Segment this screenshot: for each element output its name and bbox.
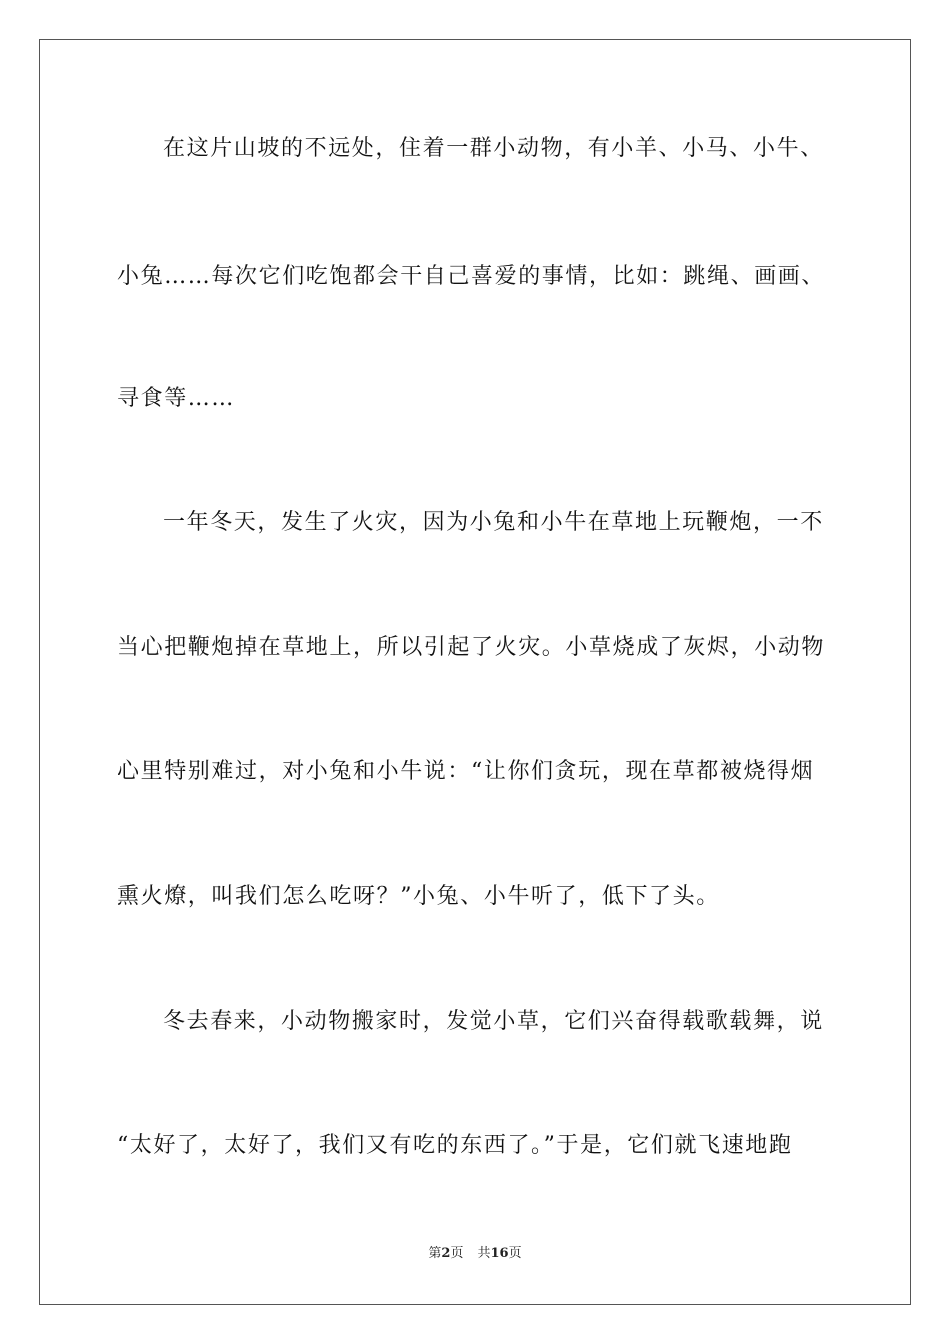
paragraph-1-line-2: 小兔……每次它们吃饱都会干自己喜爱的事情，比如：跳绳、画画、 — [117, 264, 826, 289]
paragraph-2-line-2: 当心把鞭炮掉在草地上，所以引起了火灾。小草烧成了灰烬，小动物 — [117, 635, 826, 660]
paragraph-1-line-1: 在这片山坡的不远处，住着一群小动物，有小羊、小马、小牛、 — [163, 136, 824, 161]
page-suffix: 页 — [450, 1246, 464, 1261]
page-footer — [0, 1245, 950, 1263]
paragraph-2-line-1: 一年冬天，发生了火灾，因为小兔和小牛在草地上玩鞭炮，一不 — [163, 510, 824, 535]
paragraph-1-line-3: 寻食等…… — [117, 386, 236, 411]
paragraph-3-line-2: “太好了，太好了，我们又有吃的东西了。”于是，它们就飞速地跑 — [117, 1133, 793, 1158]
total-prefix: 共 — [477, 1246, 491, 1261]
paragraph-2-line-3: 心里特别难过，对小兔和小牛说：“让你们贪玩，现在草都被烧得烟 — [117, 759, 815, 784]
paragraph-2-line-4: 熏火燎，叫我们怎么吃呀？”小兔、小牛听了，低下了头。 — [117, 884, 720, 909]
total-pages: 16 — [490, 1246, 509, 1261]
page-number: 2 — [441, 1246, 451, 1261]
page-frame — [39, 39, 911, 1305]
page-prefix: 第 — [428, 1246, 442, 1261]
total-suffix: 页 — [508, 1246, 522, 1261]
paragraph-3-line-1: 冬去春来，小动物搬家时，发觉小草，它们兴奋得载歌载舞，说 — [163, 1009, 824, 1034]
